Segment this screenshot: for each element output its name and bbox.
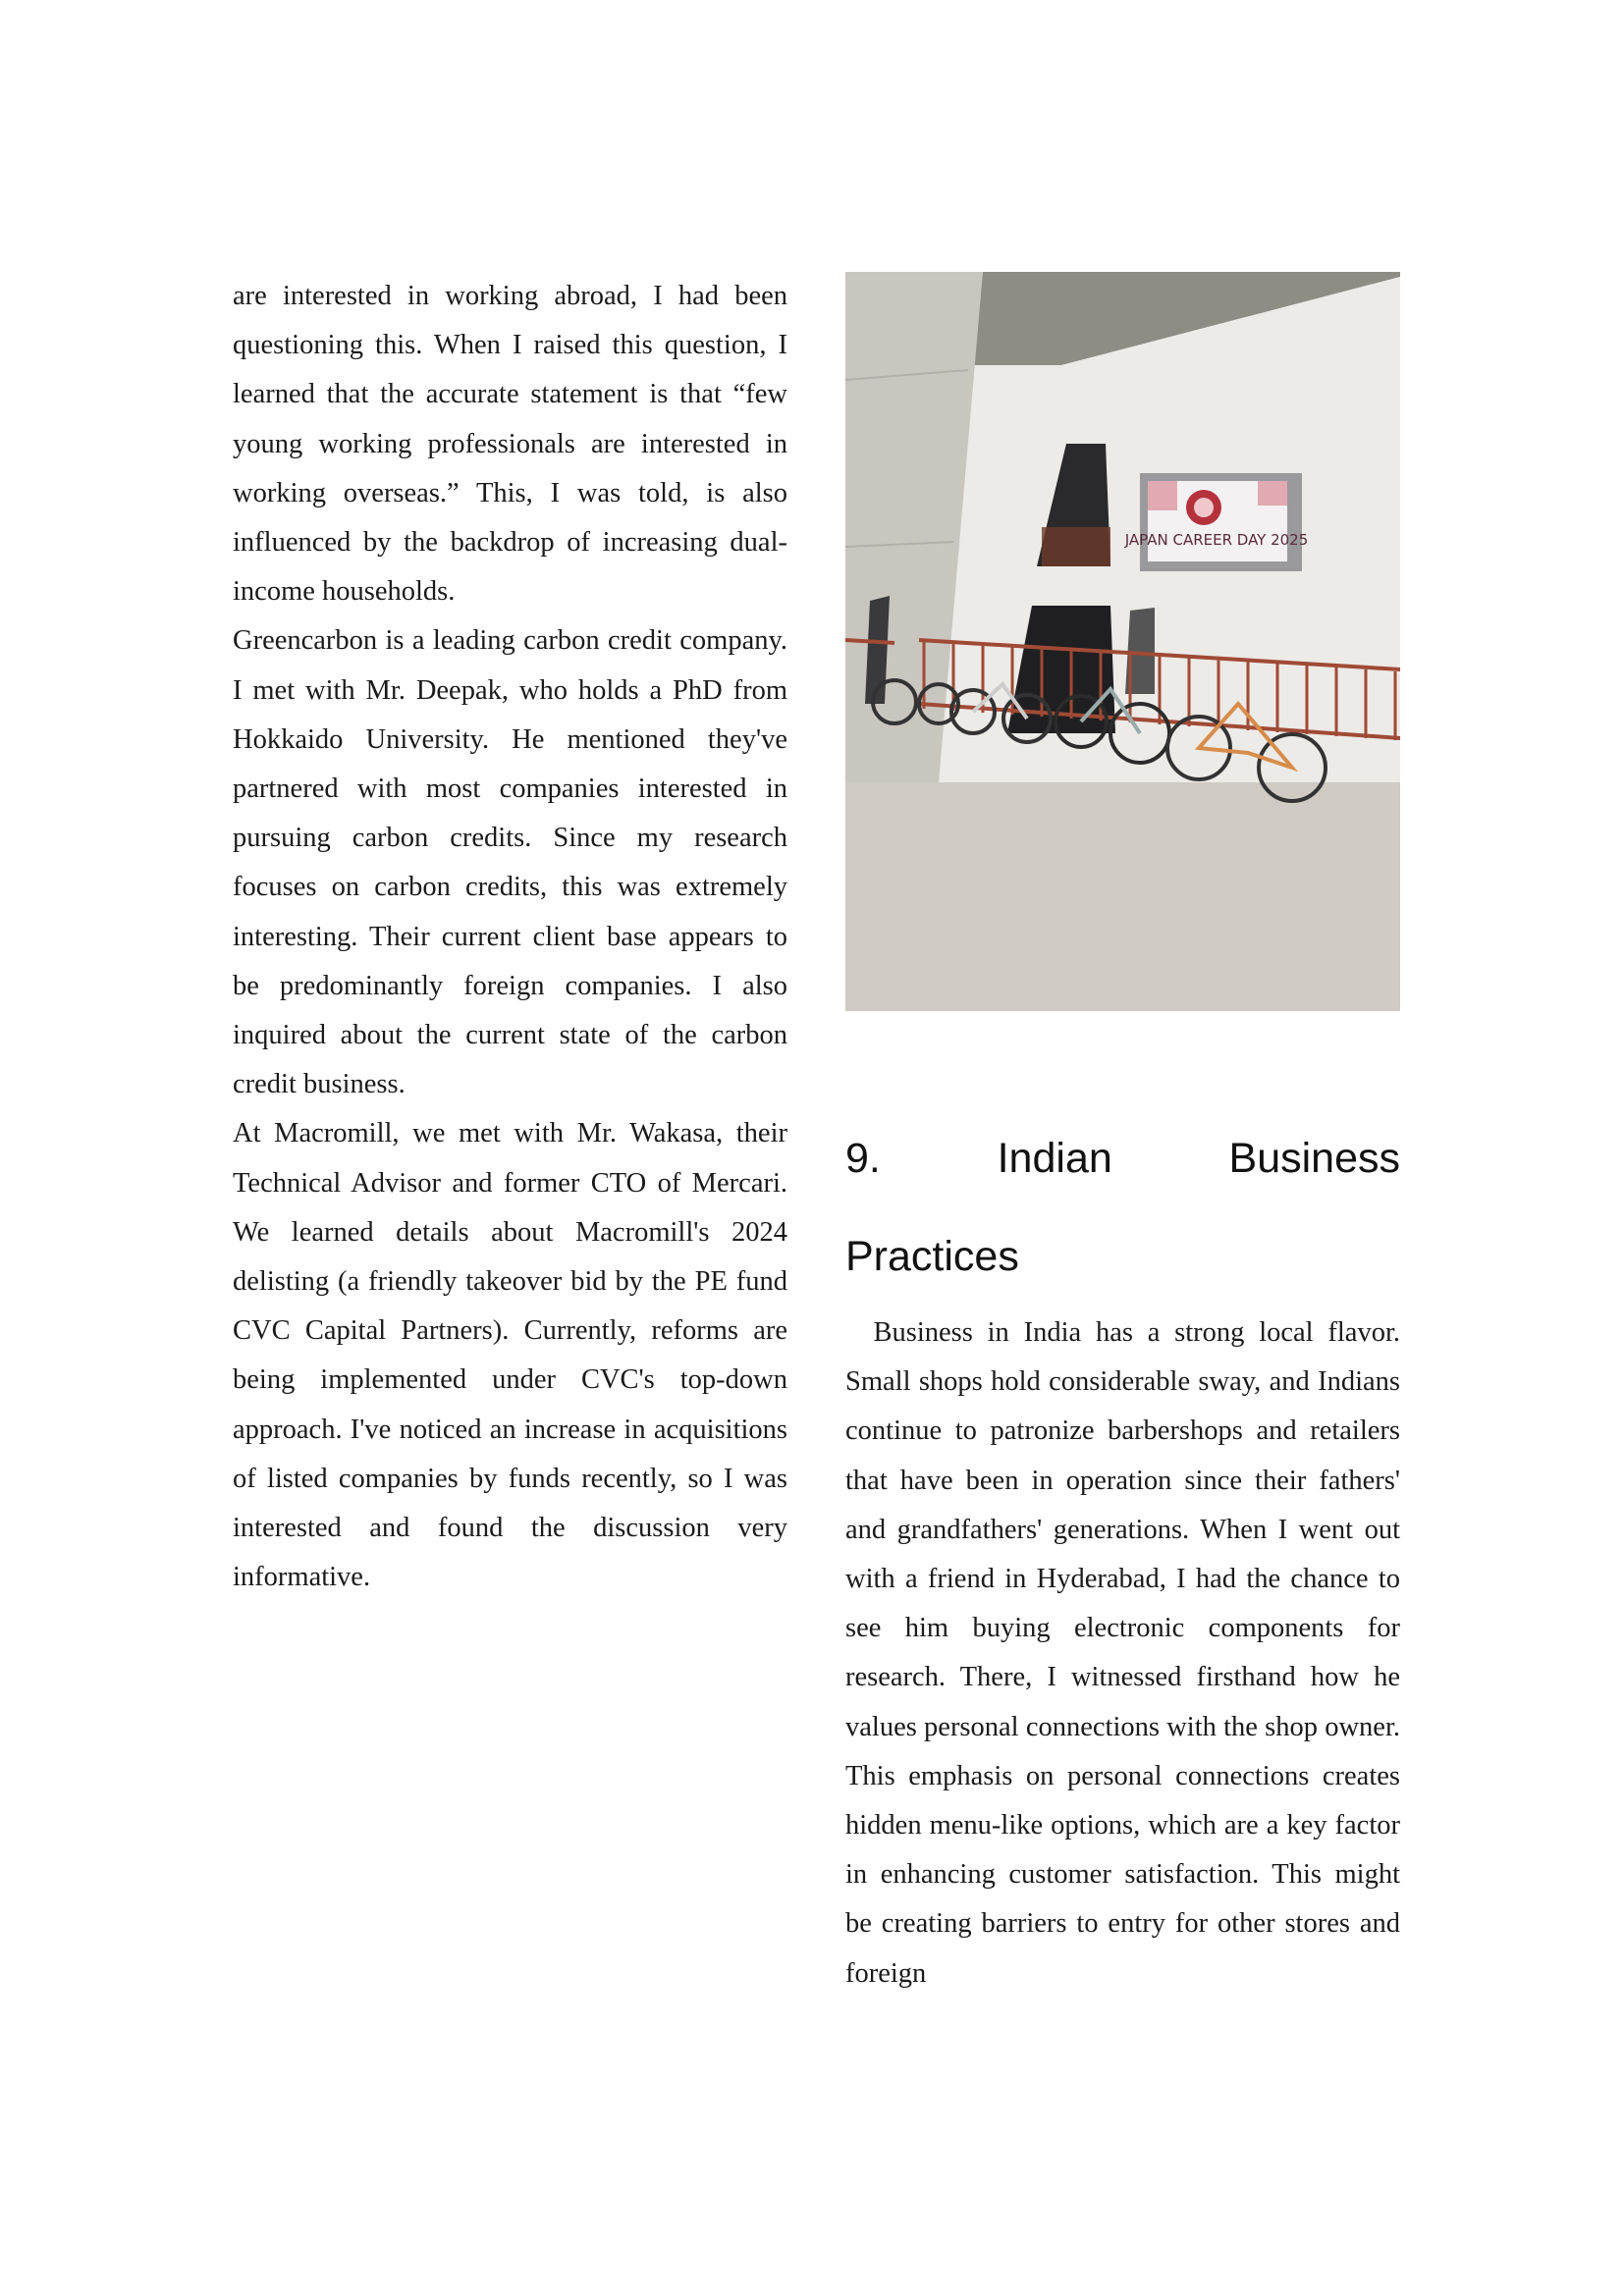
ground	[845, 782, 1400, 1011]
building-photo	[845, 272, 1400, 1011]
section-heading	[845, 1109, 1400, 1306]
section-title-word-practices: Practices	[845, 1233, 1019, 1280]
section-number: 9.	[845, 1135, 881, 1182]
paragraph-working-abroad: are interested in working abroad, I had been questioning this. When I raised this question, I learned that the accurate statement is that “few young working professionals are interested in working overseas.” This, I was told, is also influenced by the backdrop of increasing dual-income households.	[233, 281, 787, 608]
section-title-word-indian: Indian	[997, 1135, 1112, 1182]
sign-text: JAPAN CAREER DAY 2025	[1124, 531, 1309, 549]
paragraph-indian-business: Business in India has a strong local flavor. Small shops hold considerable sway, and Indians continue to patronize barbershops and retailers that have been in operation since their fathers' and grandfathers' generations. When I went out with a friend in Hyderabad, I had the chance to see him buying electronic components for research. There, I witnessed firsthand how he values personal connections with the shop owner. This emphasis on personal connections creates hidden menu-like options, which are a key factor in enhancing customer satisfaction. This might be creating barriers to entry for other stores and foreign	[845, 1317, 1400, 1989]
paragraph-greencarbon: Greencarbon is a leading carbon credit company. I met with Mr. Deepak, who holds a PhD from Hokkaido University. He mentioned they've partnered with most companies interested in pursuing carbon credits. Since my research focuses on carbon credits, this was extremely interesting. Their current client base appears to be predominantly foreign companies. I also inquired about the current state of the carbon credit business.	[233, 625, 787, 1100]
right-text-column	[845, 1308, 1400, 1999]
section-heading-line1	[845, 1109, 1400, 1207]
section-title-word-business: Business	[1228, 1135, 1400, 1182]
left-text-column	[233, 272, 787, 1602]
paragraph-macromill: At Macromill, we met with Mr. Wakasa, their Technical Advisor and former CTO of Mercari. We learned details about Macromill's 2024 delisting (a friendly takeover bid by the PE fund CVC Capital Partners). Currently, reforms are being implemented under CVC's top-down approach. I've noticed an increase in acquisitions of listed companies by funds recently, so I was interested and found the discussion very informative.	[233, 1118, 787, 1593]
photo-illustration	[845, 272, 1400, 1011]
